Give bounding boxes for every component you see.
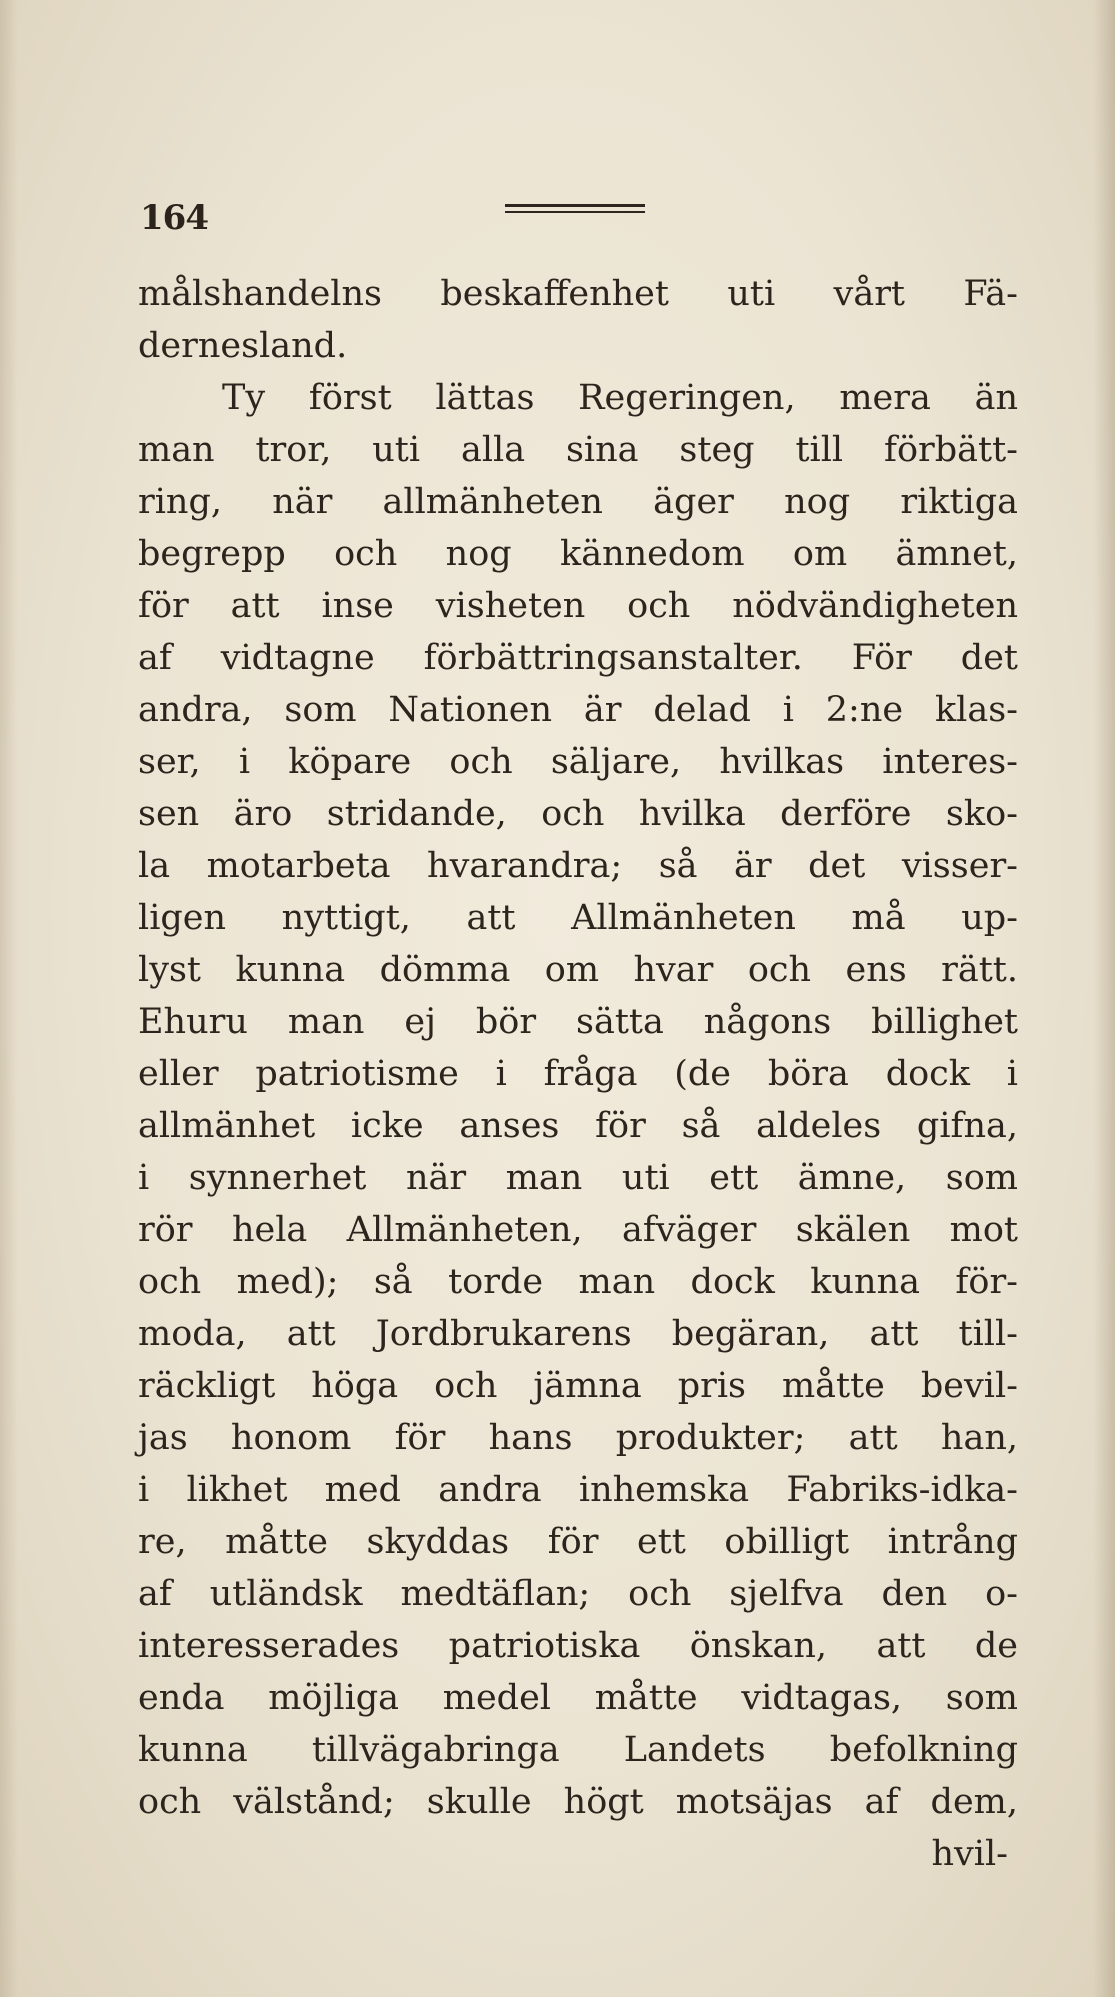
text-line: man tror, uti alla sina steg till förbätt-	[138, 430, 1018, 470]
text-line: eller patriotisme i fråga (de böra dock i	[138, 1054, 1018, 1094]
text-line: Ty först lättas Regeringen, mera än	[222, 378, 1018, 418]
text-line: sen äro stridande, och hvilka derföre sko-	[138, 794, 1018, 834]
text-line: enda möjliga medel måtte vidtagas, som	[138, 1678, 1018, 1718]
text-line: re, måtte skyddas för ett obilligt intrång	[138, 1522, 1018, 1562]
text-line: målshandelns beskaffenhet uti vårt Fä-	[138, 274, 1018, 314]
body-text	[138, 268, 1018, 1880]
text-line: andra, som Nationen är delad i 2:ne klas-	[138, 690, 1018, 730]
text-line: ligen nyttigt, att Allmänheten må up-	[138, 898, 1018, 938]
text-line: jas honom för hans produkter; att han,	[138, 1418, 1018, 1458]
page-edge-shadow-right	[1093, 0, 1115, 1997]
text-line: Ehuru man ej bör sätta någons billighet	[138, 1002, 1018, 1042]
page-number: 164	[140, 198, 208, 238]
text-line: ring, när allmänheten äger nog riktiga	[138, 482, 1018, 522]
text-line: för att inse visheten och nödvändigheten	[138, 586, 1018, 626]
text-line: ser, i köpare och säljare, hvilkas interes-	[138, 742, 1018, 782]
text-line: lyst kunna dömma om hvar och ens rätt.	[138, 950, 1018, 990]
text-line: i likhet med andra inhemska Fabriks-idka-	[138, 1470, 1018, 1510]
text-line: och med); så torde man dock kunna för-	[138, 1262, 1018, 1302]
text-line: räckligt höga och jämna pris måtte bevil-	[138, 1366, 1018, 1406]
header-ornament-rule	[505, 204, 645, 222]
text-line: af vidtagne förbättringsanstalter. För det	[138, 638, 1018, 678]
text-line: la motarbeta hvarandra; så är det visser-	[138, 846, 1018, 886]
text-line: begrepp och nog kännedom om ämnet,	[138, 534, 1018, 574]
text-line: rör hela Allmänheten, afväger skälen mot	[138, 1210, 1018, 1250]
text-line: allmänhet icke anses för så aldeles gifna,	[138, 1106, 1018, 1146]
text-line: kunna tillvägabringa Landets befolkning	[138, 1730, 1018, 1770]
text-line: i synnerhet när man uti ett ämne, som	[138, 1158, 1018, 1198]
text-line: interesserades patriotiska önskan, att de	[138, 1626, 1018, 1666]
catchword: hvil-	[931, 1834, 1008, 1874]
page-edge-shadow-left	[0, 0, 18, 1997]
text-line: och välstånd; skulle högt motsäjas af dem,	[138, 1782, 1018, 1822]
text-line: dernesland.	[138, 326, 348, 366]
text-line: moda, att Jordbrukarens begäran, att till-	[138, 1314, 1018, 1354]
text-line: af utländsk medtäflan; och sjelfva den o-	[138, 1574, 1018, 1614]
